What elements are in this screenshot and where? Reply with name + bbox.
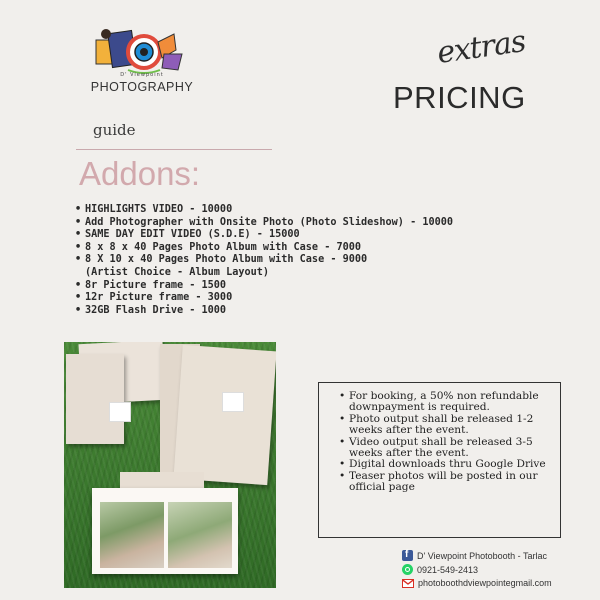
addon-item: • 8 x 8 x 40 Pages Photo Album with Case - 7000 bbox=[75, 242, 453, 255]
addons-heading: Addons: bbox=[79, 155, 201, 192]
gmail-icon bbox=[402, 579, 414, 588]
addon-item: • SAME DAY EDIT VIDEO (S.D.E) - 15000 bbox=[75, 229, 453, 242]
addon-item: • 32GB Flash Drive - 1000 bbox=[75, 305, 453, 318]
logo-wordmark: PHOTOGRAPHY bbox=[90, 80, 194, 94]
contact-email[interactable] bbox=[402, 578, 552, 588]
album-box bbox=[66, 354, 124, 444]
addon-item: • 12r Picture frame - 3000 bbox=[75, 292, 453, 305]
whatsapp-icon bbox=[402, 564, 413, 575]
pricing-title: PRICING bbox=[393, 80, 526, 115]
album-page-photo bbox=[100, 502, 164, 568]
booking-notes-box bbox=[318, 382, 561, 538]
phone-number: 0921-549-2413 bbox=[417, 564, 479, 575]
guide-label: guide bbox=[93, 121, 136, 139]
open-photo-album bbox=[92, 488, 238, 574]
addon-item-note: (Artist Choice - Album Layout) bbox=[85, 266, 270, 278]
addon-item: • 8r Picture frame - 1500 bbox=[75, 280, 453, 293]
album-product-photo bbox=[64, 342, 276, 588]
box-label bbox=[222, 392, 244, 412]
note-item: • Teaser photos will be posted in our official page bbox=[339, 471, 560, 494]
note-item: • Photo output shall be released 1-2 weeks after the event. bbox=[339, 414, 560, 437]
addons-list bbox=[75, 204, 453, 317]
contact-phone[interactable] bbox=[402, 564, 478, 575]
divider-line bbox=[76, 149, 272, 150]
note-item: • Video output shall be released 3-5 weeks after the event. bbox=[339, 437, 560, 460]
logo-tagline: D' Viewpoint bbox=[120, 72, 164, 78]
album-page-photo bbox=[168, 502, 232, 568]
facebook-icon bbox=[402, 550, 413, 561]
note-item: • For booking, a 50% non refundable downpayment is required. bbox=[339, 391, 560, 414]
contact-facebook[interactable] bbox=[402, 550, 547, 561]
booking-notes-list bbox=[339, 391, 560, 494]
addon-item: • Add Photographer with Onsite Photo (Photo Slideshow) - 10000 bbox=[75, 217, 453, 230]
addon-item: • 8 X 10 x 40 Pages Photo Album with Case - 9000 (Artist Choice - Album Layout) bbox=[75, 254, 453, 279]
box-label bbox=[109, 402, 131, 422]
facebook-page-name: D' Viewpoint Photobooth - Tarlac bbox=[417, 550, 547, 561]
note-item: • Digital downloads thru Google Drive bbox=[339, 459, 560, 470]
addon-item: • HIGHLIGHTS VIDEO - 10000 bbox=[75, 204, 453, 217]
album-box bbox=[173, 345, 276, 485]
extras-script-title: extras bbox=[434, 24, 528, 71]
email-address: photoboothdviewpointegmail.com bbox=[418, 578, 552, 588]
